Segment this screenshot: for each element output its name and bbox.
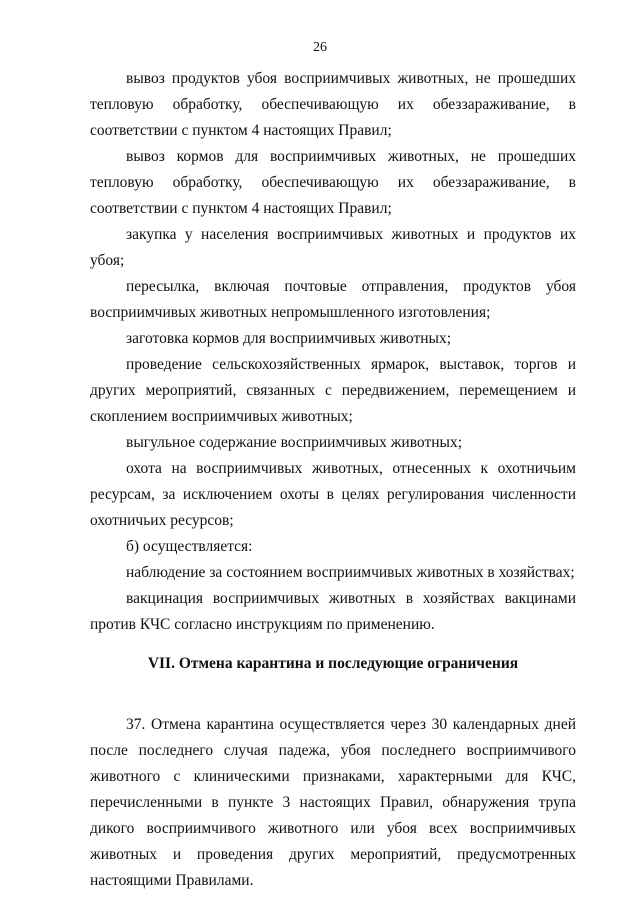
list-item-export-slaughter-products: вывоз продуктов убоя восприимчивых животных, не прошедших тепловую обработку, обеспечивающую их обеззараживание, в соответствии с пунктом 4 настоящих Правил; bbox=[90, 70, 576, 139]
list-item-mail-shipment: пересылка, включая почтовые отправления, продуктов убоя восприимчивых животных непромышленного изготовления; bbox=[90, 278, 576, 321]
list-item-export-feed: вывоз кормов для восприимчивых животных, не прошедших тепловую обработку, обеспечивающую их обеззараживание, в соответствии с пунктом 4 настоящих Правил; bbox=[90, 148, 576, 217]
subsection-b-item-vaccination: вакцинация восприимчивых животных в хозяйствах вакцинами против КЧС согласно инструкциям по применению. bbox=[90, 590, 576, 633]
page-number: 26 bbox=[313, 40, 327, 55]
list-item-free-range-keeping: выгульное содержание восприимчивых животных; bbox=[126, 434, 463, 451]
list-item-fairs-exhibitions: проведение сельскохозяйственных ярмарок, выставок, торгов и других мероприятий, связанных с передвижением, перемещением и скоплением восприимчивых животных; bbox=[90, 356, 576, 425]
section-heading: VII. Отмена карантина и последующие ограничения bbox=[147, 655, 519, 672]
paragraph-37: 37. Отмена карантина осуществляется через 30 календарных дней после последнего случая падежа, убоя последнего восприимчивого животного с клиническими признаками, характерными для КЧС, перечисленными в пункте 3 настоящих Правил, обнаружения трупа дикого восприимчивого животного или убоя всех восприимчивых животных и проведения других мероприятий, предусмотренных настоящими Правилами. bbox=[90, 716, 576, 889]
subsection-b-label: б) осуществляется: bbox=[126, 538, 253, 555]
list-item-hunting: охота на восприимчивых животных, отнесенных к охотничьим ресурсам, за исключением охоты в целях регулирования численности охотничьих ресурсов; bbox=[90, 460, 576, 529]
document-body bbox=[90, 66, 576, 894]
list-item-purchase-from-population: закупка у населения восприимчивых животных и продуктов их убоя; bbox=[90, 226, 576, 269]
list-item-feed-procurement: заготовка кормов для восприимчивых животных; bbox=[126, 330, 452, 347]
subsection-b-item-monitoring: наблюдение за состоянием восприимчивых животных в хозяйствах; bbox=[126, 564, 575, 581]
